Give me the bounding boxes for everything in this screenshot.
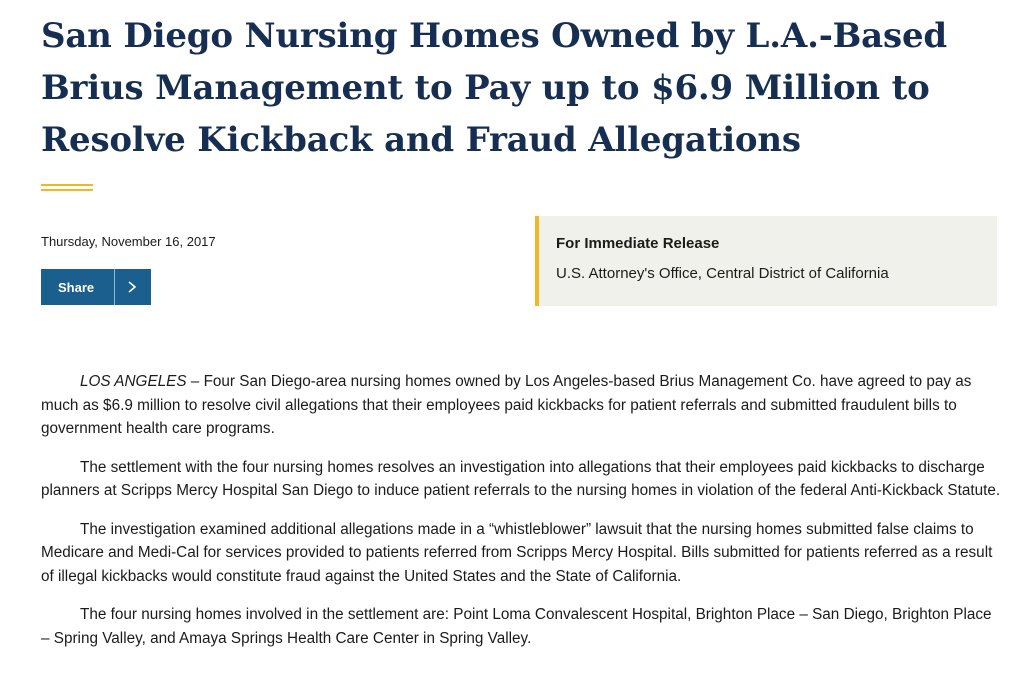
share-button-divider xyxy=(114,269,115,305)
release-type: For Immediate Release xyxy=(556,235,720,252)
article-paragraph: The four nursing homes involved in the settlement are: Point Loma Convalescent Hospital, Brighton Place – San Diego, Brighton Place – Spring Valley, and Amaya Springs Health Care Center in Spring Valley. xyxy=(41,606,992,647)
page-title: San Diego Nursing Homes Owned by L.A.-Based Brius Management to Pay up to $6.9 Million to Resolve Kickback and Fraud Allegations xyxy=(41,16,947,160)
publish-date: Thursday, November 16, 2017 xyxy=(41,234,216,249)
article-paragraph: The settlement with the four nursing homes resolves an investigation into allegations that their employees paid kickbacks to discharge planners at Scripps Mercy Hospital San Diego to induce patient referrals to the nursing homes in violation of the federal Anti-Kickback Statute. xyxy=(41,458,1001,499)
article-dateline: LOS ANGELES xyxy=(80,373,187,390)
share-button-label: Share xyxy=(58,279,95,295)
share-button[interactable] xyxy=(41,269,151,305)
title-accent-divider xyxy=(41,184,93,191)
chevron-right-icon xyxy=(125,279,139,295)
article-body xyxy=(41,370,1001,665)
article-paragraph: The investigation examined additional allegations made in a “whistleblower” lawsuit that the nursing homes submitted false claims to Medicare and Medi-Cal for services provided to patients referred from Scripps Mercy Hospital. Bills submitted for patients referred as a result of illegal kickbacks would constitute fraud against the United States and the State of California. xyxy=(41,520,993,585)
article-paragraph xyxy=(41,370,1001,441)
release-office: U.S. Attorney's Office, Central District of California xyxy=(556,265,889,282)
release-info-panel xyxy=(535,216,997,306)
article-paragraph-text: – Four San Diego-area nursing homes owned by Los Angeles-based Brius Management Co. have agreed to pay as much as $6.9 million to resolve civil allegations that their employees paid kickbacks for patient referrals and submitted fraudulent bills to government health care programs. xyxy=(41,373,972,437)
